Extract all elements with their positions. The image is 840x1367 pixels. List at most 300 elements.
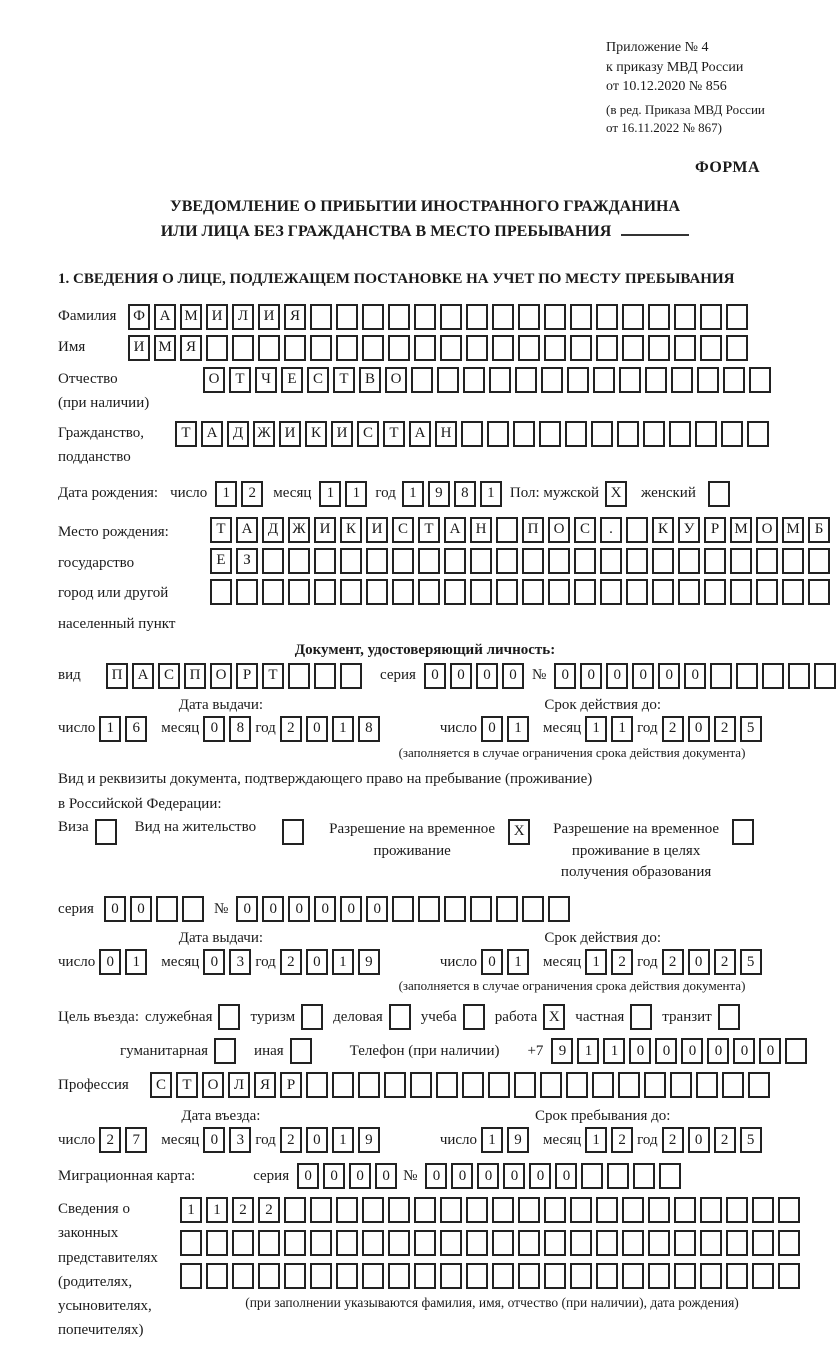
char-cell[interactable]: 1	[319, 481, 341, 507]
char-cell[interactable]: М	[154, 335, 176, 361]
char-cell[interactable]	[600, 579, 622, 605]
char-cell[interactable]	[695, 421, 717, 447]
char-cell[interactable]	[544, 1263, 566, 1289]
char-cell[interactable]: С	[158, 663, 180, 689]
char-cell[interactable]: 2	[232, 1197, 254, 1223]
char-cell[interactable]	[570, 1230, 592, 1256]
char-cell[interactable]	[652, 579, 674, 605]
char-cell[interactable]	[648, 304, 670, 330]
char-cell[interactable]: 0	[306, 716, 328, 742]
char-cell[interactable]: Н	[435, 421, 457, 447]
char-cell[interactable]	[384, 1072, 406, 1098]
char-cell[interactable]	[392, 579, 414, 605]
char-cell[interactable]	[674, 1197, 696, 1223]
char-cell[interactable]	[466, 1197, 488, 1223]
humanitarian-checkbox[interactable]	[214, 1038, 236, 1064]
char-cell[interactable]: Р	[704, 517, 726, 543]
char-cell[interactable]: 2	[611, 949, 633, 975]
char-cell[interactable]: В	[359, 367, 381, 393]
char-cell[interactable]: 0	[733, 1038, 755, 1064]
private-checkbox[interactable]	[630, 1004, 652, 1030]
char-cell[interactable]	[748, 1072, 770, 1098]
char-cell[interactable]	[622, 1230, 644, 1256]
char-cell[interactable]: А	[132, 663, 154, 689]
char-cell[interactable]	[756, 579, 778, 605]
char-cell[interactable]: 6	[125, 716, 147, 742]
char-cell[interactable]	[410, 1072, 432, 1098]
char-cell[interactable]: Ч	[255, 367, 277, 393]
char-cell[interactable]	[414, 1263, 436, 1289]
char-cell[interactable]	[674, 1230, 696, 1256]
char-cell[interactable]	[489, 367, 511, 393]
char-cell[interactable]	[710, 663, 732, 689]
sex-male-checkbox[interactable]: X	[605, 481, 627, 507]
char-cell[interactable]	[418, 548, 440, 574]
char-cell[interactable]	[659, 1163, 681, 1189]
char-cell[interactable]	[570, 1263, 592, 1289]
char-cell[interactable]	[652, 548, 674, 574]
char-cell[interactable]	[492, 1263, 514, 1289]
char-cell[interactable]	[518, 1230, 540, 1256]
char-cell[interactable]	[440, 1197, 462, 1223]
char-cell[interactable]	[362, 1230, 384, 1256]
char-cell[interactable]: 0	[655, 1038, 677, 1064]
char-cell[interactable]: Т	[229, 367, 251, 393]
char-cell[interactable]: И	[258, 304, 280, 330]
char-cell[interactable]: Р	[236, 663, 258, 689]
char-cell[interactable]	[310, 1230, 332, 1256]
char-cell[interactable]	[284, 1197, 306, 1223]
char-cell[interactable]: З	[236, 548, 258, 574]
char-cell[interactable]	[362, 335, 384, 361]
char-cell[interactable]: 0	[481, 716, 503, 742]
char-cell[interactable]	[726, 1197, 748, 1223]
char-cell[interactable]	[288, 579, 310, 605]
char-cell[interactable]: 1	[332, 949, 354, 975]
char-cell[interactable]: 0	[688, 949, 710, 975]
char-cell[interactable]: 9	[428, 481, 450, 507]
char-cell[interactable]	[362, 1263, 384, 1289]
char-cell[interactable]: 0	[203, 716, 225, 742]
char-cell[interactable]: А	[444, 517, 466, 543]
char-cell[interactable]: 0	[450, 663, 472, 689]
char-cell[interactable]	[210, 579, 232, 605]
char-cell[interactable]	[622, 1263, 644, 1289]
char-cell[interactable]	[752, 1230, 774, 1256]
char-cell[interactable]: 1	[99, 716, 121, 742]
char-cell[interactable]	[463, 367, 485, 393]
char-cell[interactable]	[721, 421, 743, 447]
char-cell[interactable]: 9	[358, 949, 380, 975]
char-cell[interactable]	[648, 1230, 670, 1256]
char-cell[interactable]	[262, 579, 284, 605]
char-cell[interactable]	[726, 304, 748, 330]
char-cell[interactable]	[643, 421, 665, 447]
char-cell[interactable]: 1	[611, 716, 633, 742]
char-cell[interactable]	[440, 1230, 462, 1256]
char-cell[interactable]	[574, 548, 596, 574]
char-cell[interactable]: М	[730, 517, 752, 543]
char-cell[interactable]: 1	[603, 1038, 625, 1064]
char-cell[interactable]	[778, 1197, 800, 1223]
temp-residence-checkbox[interactable]: X	[508, 819, 530, 845]
char-cell[interactable]	[565, 421, 587, 447]
char-cell[interactable]	[722, 1072, 744, 1098]
char-cell[interactable]: 0	[203, 949, 225, 975]
char-cell[interactable]: П	[184, 663, 206, 689]
char-cell[interactable]	[618, 1072, 640, 1098]
char-cell[interactable]: М	[180, 304, 202, 330]
char-cell[interactable]: Т	[175, 421, 197, 447]
char-cell[interactable]	[788, 663, 810, 689]
char-cell[interactable]: Е	[281, 367, 303, 393]
char-cell[interactable]	[310, 335, 332, 361]
char-cell[interactable]: 8	[358, 716, 380, 742]
char-cell[interactable]	[596, 304, 618, 330]
char-cell[interactable]	[607, 1163, 629, 1189]
char-cell[interactable]: 0	[451, 1163, 473, 1189]
char-cell[interactable]	[723, 367, 745, 393]
char-cell[interactable]	[548, 896, 570, 922]
char-cell[interactable]	[700, 1197, 722, 1223]
char-cell[interactable]	[180, 1230, 202, 1256]
char-cell[interactable]	[310, 1197, 332, 1223]
char-cell[interactable]	[622, 1197, 644, 1223]
char-cell[interactable]: 0	[306, 1127, 328, 1153]
char-cell[interactable]: 0	[425, 1163, 447, 1189]
char-cell[interactable]: 0	[503, 1163, 525, 1189]
char-cell[interactable]: К	[652, 517, 674, 543]
char-cell[interactable]: 0	[262, 896, 284, 922]
char-cell[interactable]	[700, 1230, 722, 1256]
char-cell[interactable]	[539, 421, 561, 447]
char-cell[interactable]	[700, 335, 722, 361]
char-cell[interactable]: 0	[424, 663, 446, 689]
char-cell[interactable]	[466, 335, 488, 361]
char-cell[interactable]	[440, 335, 462, 361]
char-cell[interactable]	[358, 1072, 380, 1098]
char-cell[interactable]: 2	[611, 1127, 633, 1153]
char-cell[interactable]: 0	[349, 1163, 371, 1189]
char-cell[interactable]	[752, 1197, 774, 1223]
char-cell[interactable]: 2	[662, 949, 684, 975]
official-checkbox[interactable]	[218, 1004, 240, 1030]
char-cell[interactable]	[574, 579, 596, 605]
char-cell[interactable]	[310, 1263, 332, 1289]
char-cell[interactable]	[362, 304, 384, 330]
char-cell[interactable]	[258, 1263, 280, 1289]
char-cell[interactable]	[626, 548, 648, 574]
char-cell[interactable]: 0	[606, 663, 628, 689]
char-cell[interactable]	[258, 1230, 280, 1256]
char-cell[interactable]	[513, 421, 535, 447]
char-cell[interactable]	[470, 896, 492, 922]
char-cell[interactable]	[756, 548, 778, 574]
char-cell[interactable]	[522, 548, 544, 574]
char-cell[interactable]	[518, 1263, 540, 1289]
char-cell[interactable]: 0	[203, 1127, 225, 1153]
char-cell[interactable]: 0	[684, 663, 706, 689]
char-cell[interactable]	[388, 335, 410, 361]
char-cell[interactable]: М	[782, 517, 804, 543]
char-cell[interactable]: 0	[759, 1038, 781, 1064]
char-cell[interactable]: 1	[480, 481, 502, 507]
char-cell[interactable]	[340, 548, 362, 574]
work-checkbox[interactable]: X	[543, 1004, 565, 1030]
char-cell[interactable]	[522, 579, 544, 605]
char-cell[interactable]	[619, 367, 641, 393]
char-cell[interactable]	[470, 548, 492, 574]
char-cell[interactable]	[570, 304, 592, 330]
char-cell[interactable]	[544, 304, 566, 330]
char-cell[interactable]: Ж	[288, 517, 310, 543]
business-checkbox[interactable]	[389, 1004, 411, 1030]
char-cell[interactable]: 0	[688, 716, 710, 742]
char-cell[interactable]	[515, 367, 537, 393]
char-cell[interactable]: Т	[262, 663, 284, 689]
char-cell[interactable]	[648, 1263, 670, 1289]
char-cell[interactable]	[749, 367, 771, 393]
char-cell[interactable]: Т	[333, 367, 355, 393]
char-cell[interactable]	[180, 1263, 202, 1289]
char-cell[interactable]	[388, 1230, 410, 1256]
char-cell[interactable]	[444, 548, 466, 574]
char-cell[interactable]	[747, 421, 769, 447]
char-cell[interactable]	[782, 548, 804, 574]
char-cell[interactable]: 1	[345, 481, 367, 507]
char-cell[interactable]	[470, 579, 492, 605]
char-cell[interactable]	[310, 304, 332, 330]
char-cell[interactable]	[284, 1263, 306, 1289]
char-cell[interactable]	[340, 663, 362, 689]
char-cell[interactable]	[726, 1263, 748, 1289]
char-cell[interactable]: Б	[808, 517, 830, 543]
char-cell[interactable]	[544, 1197, 566, 1223]
char-cell[interactable]	[182, 896, 204, 922]
char-cell[interactable]	[496, 517, 518, 543]
char-cell[interactable]	[633, 1163, 655, 1189]
study-checkbox[interactable]	[463, 1004, 485, 1030]
char-cell[interactable]	[782, 579, 804, 605]
char-cell[interactable]	[674, 335, 696, 361]
char-cell[interactable]	[726, 335, 748, 361]
char-cell[interactable]: 2	[280, 1127, 302, 1153]
char-cell[interactable]: 3	[229, 949, 251, 975]
char-cell[interactable]: 9	[358, 1127, 380, 1153]
char-cell[interactable]: 0	[99, 949, 121, 975]
char-cell[interactable]: П	[522, 517, 544, 543]
char-cell[interactable]: 7	[125, 1127, 147, 1153]
char-cell[interactable]	[697, 367, 719, 393]
char-cell[interactable]	[492, 1230, 514, 1256]
char-cell[interactable]	[414, 1197, 436, 1223]
char-cell[interactable]	[362, 1197, 384, 1223]
char-cell[interactable]: 1	[507, 949, 529, 975]
char-cell[interactable]: 0	[681, 1038, 703, 1064]
char-cell[interactable]	[593, 367, 615, 393]
char-cell[interactable]	[462, 1072, 484, 1098]
char-cell[interactable]: 0	[375, 1163, 397, 1189]
char-cell[interactable]: 0	[104, 896, 126, 922]
char-cell[interactable]	[700, 304, 722, 330]
char-cell[interactable]	[669, 421, 691, 447]
char-cell[interactable]: 1	[206, 1197, 228, 1223]
char-cell[interactable]: Л	[228, 1072, 250, 1098]
char-cell[interactable]: Т	[176, 1072, 198, 1098]
char-cell[interactable]	[440, 1263, 462, 1289]
char-cell[interactable]	[414, 335, 436, 361]
char-cell[interactable]	[622, 335, 644, 361]
char-cell[interactable]: 0	[629, 1038, 651, 1064]
char-cell[interactable]	[440, 304, 462, 330]
char-cell[interactable]	[626, 517, 648, 543]
char-cell[interactable]	[388, 1197, 410, 1223]
char-cell[interactable]: 1	[481, 1127, 503, 1153]
char-cell[interactable]	[570, 335, 592, 361]
char-cell[interactable]: 2	[241, 481, 263, 507]
char-cell[interactable]: 5	[740, 949, 762, 975]
char-cell[interactable]	[814, 663, 836, 689]
char-cell[interactable]	[541, 367, 563, 393]
char-cell[interactable]	[496, 548, 518, 574]
char-cell[interactable]	[332, 1072, 354, 1098]
char-cell[interactable]	[596, 1263, 618, 1289]
char-cell[interactable]	[518, 335, 540, 361]
char-cell[interactable]	[418, 579, 440, 605]
char-cell[interactable]	[392, 548, 414, 574]
char-cell[interactable]: 2	[280, 716, 302, 742]
char-cell[interactable]	[785, 1038, 807, 1064]
char-cell[interactable]: Ж	[253, 421, 275, 447]
char-cell[interactable]	[288, 548, 310, 574]
char-cell[interactable]: Д	[227, 421, 249, 447]
char-cell[interactable]	[466, 1230, 488, 1256]
char-cell[interactable]: С	[357, 421, 379, 447]
char-cell[interactable]: 0	[580, 663, 602, 689]
char-cell[interactable]	[411, 367, 433, 393]
char-cell[interactable]: И	[128, 335, 150, 361]
char-cell[interactable]	[436, 1072, 458, 1098]
char-cell[interactable]	[730, 548, 752, 574]
char-cell[interactable]	[314, 548, 336, 574]
char-cell[interactable]: Ф	[128, 304, 150, 330]
char-cell[interactable]: 1	[402, 481, 424, 507]
char-cell[interactable]	[496, 896, 518, 922]
char-cell[interactable]: 0	[555, 1163, 577, 1189]
char-cell[interactable]	[488, 1072, 510, 1098]
char-cell[interactable]: И	[279, 421, 301, 447]
char-cell[interactable]	[514, 1072, 536, 1098]
char-cell[interactable]	[336, 1197, 358, 1223]
char-cell[interactable]: 2	[714, 716, 736, 742]
char-cell[interactable]	[232, 1263, 254, 1289]
char-cell[interactable]: А	[409, 421, 431, 447]
char-cell[interactable]: 1	[125, 949, 147, 975]
char-cell[interactable]	[444, 579, 466, 605]
char-cell[interactable]	[700, 1263, 722, 1289]
char-cell[interactable]: 0	[477, 1163, 499, 1189]
char-cell[interactable]	[648, 335, 670, 361]
char-cell[interactable]: 0	[323, 1163, 345, 1189]
char-cell[interactable]: 2	[662, 1127, 684, 1153]
char-cell[interactable]: Я	[180, 335, 202, 361]
char-cell[interactable]	[206, 1263, 228, 1289]
char-cell[interactable]	[336, 1263, 358, 1289]
char-cell[interactable]	[670, 1072, 692, 1098]
char-cell[interactable]	[540, 1072, 562, 1098]
char-cell[interactable]: А	[236, 517, 258, 543]
char-cell[interactable]	[156, 896, 178, 922]
char-cell[interactable]: А	[154, 304, 176, 330]
char-cell[interactable]: 0	[366, 896, 388, 922]
char-cell[interactable]: 0	[554, 663, 576, 689]
char-cell[interactable]	[414, 304, 436, 330]
char-cell[interactable]	[626, 579, 648, 605]
char-cell[interactable]: 2	[662, 716, 684, 742]
char-cell[interactable]: Н	[470, 517, 492, 543]
char-cell[interactable]	[544, 1230, 566, 1256]
char-cell[interactable]: С	[574, 517, 596, 543]
char-cell[interactable]	[548, 548, 570, 574]
char-cell[interactable]: 8	[454, 481, 476, 507]
char-cell[interactable]	[492, 304, 514, 330]
char-cell[interactable]	[622, 304, 644, 330]
char-cell[interactable]	[566, 1072, 588, 1098]
char-cell[interactable]: 0	[707, 1038, 729, 1064]
char-cell[interactable]: О	[756, 517, 778, 543]
char-cell[interactable]	[314, 579, 336, 605]
char-cell[interactable]	[762, 663, 784, 689]
char-cell[interactable]: 0	[481, 949, 503, 975]
char-cell[interactable]: 0	[130, 896, 152, 922]
char-cell[interactable]	[596, 1197, 618, 1223]
char-cell[interactable]: 0	[688, 1127, 710, 1153]
char-cell[interactable]: А	[201, 421, 223, 447]
char-cell[interactable]	[617, 421, 639, 447]
char-cell[interactable]: 0	[314, 896, 336, 922]
char-cell[interactable]	[778, 1230, 800, 1256]
char-cell[interactable]	[678, 579, 700, 605]
char-cell[interactable]	[284, 1230, 306, 1256]
char-cell[interactable]	[366, 548, 388, 574]
char-cell[interactable]	[726, 1230, 748, 1256]
char-cell[interactable]: 1	[332, 1127, 354, 1153]
char-cell[interactable]: 5	[740, 716, 762, 742]
char-cell[interactable]: Р	[280, 1072, 302, 1098]
char-cell[interactable]	[492, 335, 514, 361]
char-cell[interactable]	[288, 663, 310, 689]
char-cell[interactable]	[306, 1072, 328, 1098]
char-cell[interactable]	[518, 304, 540, 330]
char-cell[interactable]	[596, 1230, 618, 1256]
char-cell[interactable]: 2	[99, 1127, 121, 1153]
char-cell[interactable]	[591, 421, 613, 447]
char-cell[interactable]: 0	[288, 896, 310, 922]
char-cell[interactable]: К	[305, 421, 327, 447]
char-cell[interactable]: Т	[418, 517, 440, 543]
char-cell[interactable]	[645, 367, 667, 393]
char-cell[interactable]	[596, 335, 618, 361]
char-cell[interactable]	[314, 663, 336, 689]
char-cell[interactable]: 0	[306, 949, 328, 975]
char-cell[interactable]: У	[678, 517, 700, 543]
char-cell[interactable]	[392, 896, 414, 922]
char-cell[interactable]: 2	[714, 1127, 736, 1153]
char-cell[interactable]	[388, 1263, 410, 1289]
char-cell[interactable]	[206, 335, 228, 361]
char-cell[interactable]: 2	[258, 1197, 280, 1223]
char-cell[interactable]: К	[340, 517, 362, 543]
